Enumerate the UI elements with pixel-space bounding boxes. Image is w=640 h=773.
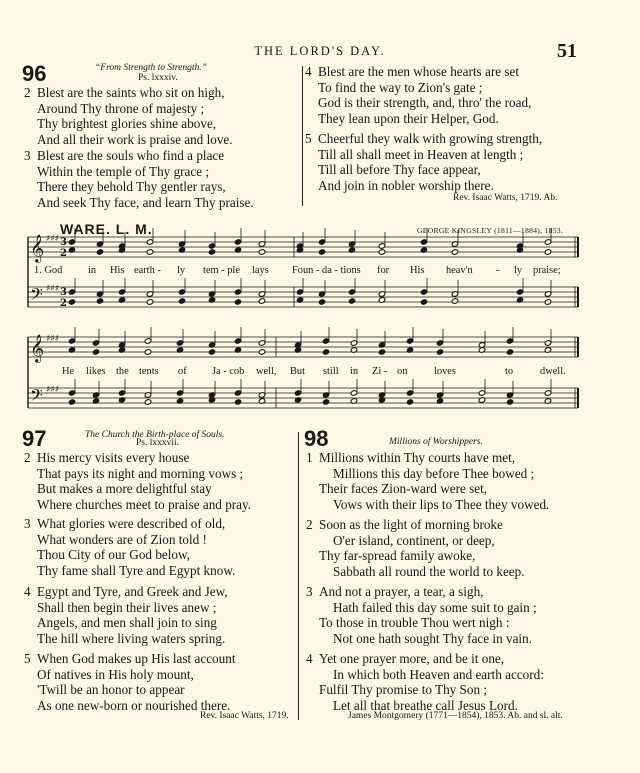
bass-clef-icon: 𝄢 xyxy=(30,284,43,308)
sharp-icon: ♯♯♯ xyxy=(46,234,60,244)
lyric-syllable: Zi - xyxy=(372,366,388,377)
verse-number: 4 xyxy=(305,64,312,79)
note-head xyxy=(92,340,99,346)
hymn-98-credit: James Montgomery (1771—1854), 1853. Ab. and sl. alt. xyxy=(348,711,563,721)
verse-line: Thy brightest glories shine above, xyxy=(37,116,217,132)
note-head xyxy=(544,340,551,346)
note-head xyxy=(506,349,513,355)
lyric-syllable: the xyxy=(116,366,129,377)
verse-number: 2 xyxy=(24,450,31,465)
verse-line: Shall then begin their lives anew ; xyxy=(37,599,217,615)
lyric-syllable: - xyxy=(496,265,500,276)
note-head xyxy=(146,299,153,305)
lyric-syllable: ly xyxy=(514,265,523,276)
note-head xyxy=(96,298,103,304)
note-head xyxy=(296,289,303,295)
note-head xyxy=(436,349,443,355)
note-head xyxy=(144,349,151,355)
verse-line: That pays its night and morning vows ; xyxy=(37,465,244,481)
lyric-syllable: His xyxy=(110,265,125,276)
time-signature: 3 xyxy=(60,237,67,248)
hymn-98-verse-4 xyxy=(306,651,544,713)
lyric-syllable: likes xyxy=(86,366,106,377)
hymn-98-verse-3 xyxy=(306,584,537,646)
treble-clef-icon: 𝄞 xyxy=(30,334,45,362)
hymn-98-verse-1 xyxy=(306,450,550,512)
verse-line: Blest are the men whose hearts are set xyxy=(318,64,520,79)
note-head xyxy=(318,299,325,305)
sharp-icon: ♯♯♯ xyxy=(46,284,60,294)
hymn-97-verse-3 xyxy=(24,516,236,578)
hymn-96-credit: Rev. Isaac Watts, 1719. Ab. xyxy=(453,193,558,203)
verse-line: Blest are the souls who find a place xyxy=(37,148,225,163)
lyric-syllable: dwell. xyxy=(540,366,566,377)
verse-number: 1 xyxy=(306,450,313,465)
note-head xyxy=(350,340,357,346)
hymn-97-verse-4 xyxy=(24,584,228,646)
note-head xyxy=(258,349,265,355)
verse-line: Vows with their lips to Thee they vowed. xyxy=(333,496,550,512)
lyric-syllable: on xyxy=(397,366,408,377)
note-head xyxy=(451,249,458,255)
note-head xyxy=(68,289,75,295)
lyric-syllable: still xyxy=(323,366,339,377)
lyric-syllable: Ja - cob xyxy=(212,366,245,377)
note-head xyxy=(118,289,125,295)
verse-line: Of natives in His holy mount, xyxy=(37,666,194,682)
note-head xyxy=(68,399,75,405)
note-head xyxy=(420,239,427,245)
note-head xyxy=(208,243,215,249)
verse-line: And all their work is praise and love. xyxy=(37,131,233,147)
note-head xyxy=(234,239,241,245)
verse-line: In which both Heaven and earth accord: xyxy=(333,666,544,682)
tune-composer: GEORGE KINGSLEY (1811—1884), 1853. xyxy=(417,226,564,235)
note-head xyxy=(234,399,241,405)
note-head xyxy=(118,390,125,396)
hymn-98-caption: Millions of Worshippers. xyxy=(389,437,483,447)
verse-line: Around Thy throne of majesty ; xyxy=(37,100,205,116)
lyric-syllable: in xyxy=(88,265,97,276)
note-head xyxy=(208,349,215,355)
lyric-syllable: tem - ple xyxy=(203,265,240,276)
note-head xyxy=(144,399,151,405)
note-head xyxy=(234,289,241,295)
verse-line: Thy fame shall Tyre and Egypt know. xyxy=(37,562,236,578)
hymn-97-caption: The Church the Birth-place of Souls. xyxy=(85,430,225,440)
hymn-96-psalm: Ps. lxxxiv. xyxy=(138,73,178,83)
note-head xyxy=(406,390,413,396)
lyric-syllable: for xyxy=(377,265,390,276)
verse-line: Hath failed this day some suit to gain ; xyxy=(333,599,537,615)
lyric-syllable: But xyxy=(290,366,306,377)
lyric-syllable: heav'n xyxy=(446,265,473,276)
verse-line: When God makes up His last account xyxy=(37,651,236,666)
verse-number: 3 xyxy=(24,148,31,163)
time-signature: 3 xyxy=(60,287,67,298)
verse-line: Not one hath sought Thy face in vain. xyxy=(333,630,532,646)
lyric-syllable: Foun - da - tions xyxy=(292,265,361,276)
note-head xyxy=(176,390,183,396)
note-head xyxy=(451,298,458,304)
note-head xyxy=(178,298,185,304)
verse-line: Yet one prayer more, and be it one, xyxy=(319,651,505,666)
note-head xyxy=(378,249,385,255)
note-head xyxy=(506,399,513,405)
verse-line: Cheerful they walk with growing strength, xyxy=(318,131,543,146)
verse-number: 3 xyxy=(24,516,31,531)
note-head xyxy=(208,249,215,255)
lyric-syllable: earth - xyxy=(134,265,161,276)
page-number: 51 xyxy=(557,40,577,62)
verse-line: There they behold Thy gentler rays, xyxy=(37,179,226,195)
verse-number: 4 xyxy=(24,584,31,599)
note-head xyxy=(96,249,103,255)
verse-line: And seek Thy face, and learn Thy praise. xyxy=(37,194,254,210)
note-head xyxy=(350,390,357,396)
verse-line: 'Twill be an honor to appear xyxy=(37,682,185,698)
lyric-syllable: His xyxy=(410,265,425,276)
verse-number: 2 xyxy=(306,517,313,532)
note-head xyxy=(68,239,75,245)
verse-line: But makes a more delightful stay xyxy=(37,481,212,497)
note-head xyxy=(406,338,413,344)
note-head xyxy=(544,299,551,305)
verse-line: And not a prayer, a tear, a sigh, xyxy=(319,584,484,599)
note-head xyxy=(420,299,427,305)
note-head xyxy=(258,340,265,346)
note-head xyxy=(544,239,551,245)
lyric-syllable: ly xyxy=(177,265,186,276)
verse-number: 4 xyxy=(306,651,313,666)
note-head xyxy=(406,399,413,405)
note-head xyxy=(322,338,329,344)
lyric-syllable: to xyxy=(505,366,514,377)
note-head xyxy=(176,340,183,346)
lyric-syllable: well, xyxy=(256,366,277,377)
note-head xyxy=(544,249,551,255)
note-head xyxy=(348,298,355,304)
note-head xyxy=(258,249,265,255)
verse-line: His mercy visits every house xyxy=(37,450,190,465)
verse-number: 3 xyxy=(306,584,313,599)
lyric-syllable: 1. God xyxy=(34,265,63,276)
hymn-98-verse-2 xyxy=(306,517,525,579)
verse-line: God is their strength, and, thro' the road, xyxy=(318,95,532,111)
note-head xyxy=(478,390,485,396)
hymn-97-credit: Rev. Isaac Watts, 1719. xyxy=(200,711,289,721)
verse-line: Till all shall meet in Heaven at length ; xyxy=(318,146,524,162)
tune-name: WARE. L. M. xyxy=(60,221,153,237)
note-head xyxy=(420,289,427,295)
verse-line: To find the way to Zion's gate ; xyxy=(318,79,483,95)
lyric-syllable: of xyxy=(178,366,187,377)
verse-number: 5 xyxy=(24,651,31,666)
hymn-97-verse-5 xyxy=(24,651,236,713)
time-signature: 2 xyxy=(60,298,67,309)
verse-line: Egypt and Tyre, and Greek and Jew, xyxy=(37,584,228,599)
note-head xyxy=(92,349,99,355)
note-head xyxy=(294,390,301,396)
column-divider xyxy=(298,432,299,720)
bass-clef-icon: 𝄢 xyxy=(30,385,43,409)
staff-treble-2 xyxy=(28,337,578,357)
verse-line: Millions this day before Thee bowed ; xyxy=(333,465,535,481)
hymn-96-number: 96 xyxy=(22,61,47,86)
note-head xyxy=(68,390,75,396)
verse-line: As one new-born or nourished there. xyxy=(37,697,231,713)
lyric-syllable: He xyxy=(62,366,75,377)
note-head xyxy=(322,349,329,355)
verse-line: Within the temple of Thy grace ; xyxy=(37,163,210,179)
note-head xyxy=(146,239,153,245)
note-head xyxy=(322,399,329,405)
note-head xyxy=(378,243,385,249)
verse-line: Angels, and men shall join to sing xyxy=(37,615,217,631)
sharp-icon: ♯♯♯ xyxy=(46,385,60,395)
note-head xyxy=(68,299,75,305)
note-head xyxy=(234,390,241,396)
verse-line: What glories were described of old, xyxy=(37,516,226,531)
note-head xyxy=(146,249,153,255)
note-head xyxy=(506,338,513,344)
verse-line: Blest are the saints who sit on high, xyxy=(37,85,225,100)
note-head xyxy=(544,390,551,396)
hymn-98-number: 98 xyxy=(304,426,329,451)
running-header: THE LORD'S DAY. xyxy=(254,44,386,58)
note-head xyxy=(348,289,355,295)
verse-line: Till all before Thy face appear, xyxy=(318,162,481,178)
note-head xyxy=(144,338,151,344)
treble-clef-icon: 𝄞 xyxy=(30,234,45,262)
hymn-97-psalm: Ps. lxxxvii. xyxy=(136,438,180,448)
note-head xyxy=(516,289,523,295)
lyric-syllable: loves xyxy=(434,366,456,377)
note-head xyxy=(234,299,241,305)
verse-line: And join in nobler worship there. xyxy=(318,177,494,193)
verse-line: Fulfil Thy promise to Thy Son ; xyxy=(319,682,488,698)
verse-line: Let all that breathe call Jesus Lord. xyxy=(333,697,518,713)
verse-line: Where churches meet to praise and pray. xyxy=(37,496,252,512)
time-signature: 2 xyxy=(60,248,67,259)
verse-number: 5 xyxy=(305,131,312,146)
note-head xyxy=(234,338,241,344)
lyric-syllable: tents xyxy=(139,366,159,377)
verse-line: They lean upon their Helper, God. xyxy=(318,110,499,126)
hymn-97-verse-2 xyxy=(24,450,252,512)
verse-line: Millions within Thy courts have met, xyxy=(319,450,516,465)
verse-line: What wonders are of Zion told ! xyxy=(37,531,207,547)
verse-line: Soon as the light of morning broke xyxy=(319,517,503,532)
lyric-syllable: lays xyxy=(252,265,269,276)
staff-bass-2 xyxy=(28,388,578,408)
verse-line: Their faces Zion-ward were set, xyxy=(319,481,488,497)
lyric-syllable: in xyxy=(350,366,359,377)
verse-line: Sabbath all round the world to keep. xyxy=(333,563,525,579)
hymn-96-caption: “From Strength to Strength.” xyxy=(95,63,207,73)
note-head xyxy=(178,289,185,295)
verse-line: To those in trouble Thou wert nigh : xyxy=(319,615,510,631)
verse-number: 2 xyxy=(24,85,31,100)
lyric-syllable: praise; xyxy=(533,265,561,276)
verse-line: The hill where living waters spring. xyxy=(37,630,226,646)
note-head xyxy=(378,349,385,355)
hymn-97-number: 97 xyxy=(22,426,47,451)
note-head xyxy=(258,298,265,304)
note-head xyxy=(318,239,325,245)
verse-line: Thy far-spread family awoke, xyxy=(319,548,476,564)
verse-line: O'er island, continent, or deep, xyxy=(333,532,495,548)
note-head xyxy=(436,340,443,346)
note-head xyxy=(68,338,75,344)
sharp-icon: ♯♯♯ xyxy=(46,334,60,344)
note-head xyxy=(318,249,325,255)
verse-line: Thou City of our God below, xyxy=(37,547,190,563)
